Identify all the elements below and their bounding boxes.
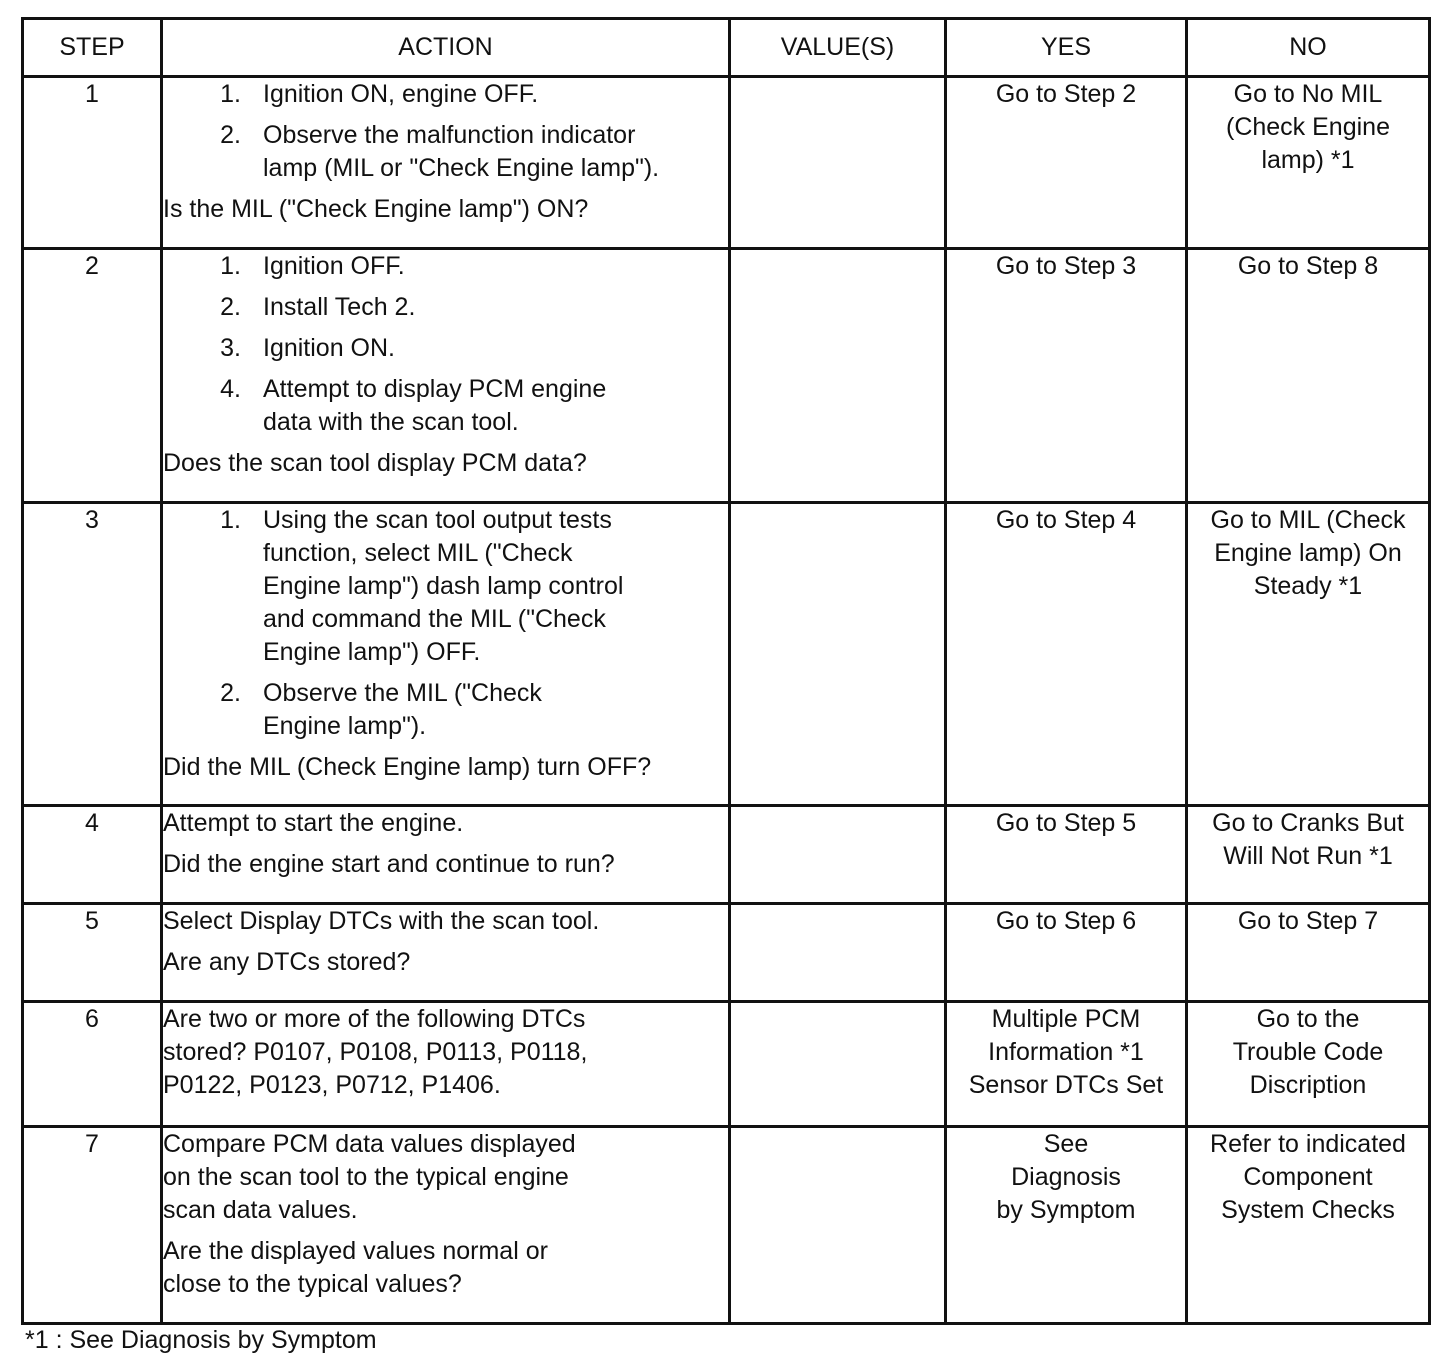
header-step: STEP <box>23 19 162 77</box>
no-action-text: Go to No MIL (Check Engine lamp) *1 <box>1226 80 1390 174</box>
no-cell <box>1187 249 1430 503</box>
action-item <box>163 78 728 111</box>
action-cell <box>162 806 730 904</box>
table-row <box>23 806 1430 904</box>
action-item-number: 1. <box>220 80 241 108</box>
action-question: Did the MIL (Check Engine lamp) turn OFF? <box>163 753 652 781</box>
action-question: Did the engine start and continue to run? <box>163 850 615 878</box>
no-cell <box>1187 77 1430 249</box>
action-item-text: Ignition ON. <box>263 334 396 362</box>
value-cell <box>730 503 946 806</box>
yes-action-text: Go to Step 4 <box>995 506 1137 534</box>
no-cell <box>1187 806 1430 904</box>
action-cell <box>162 904 730 1002</box>
action-item <box>163 332 728 365</box>
yes-cell <box>946 77 1187 249</box>
value-cell <box>730 1127 946 1324</box>
header-action: ACTION <box>162 19 730 77</box>
no-action-text: Go to Cranks But Will Not Run *1 <box>1212 809 1404 870</box>
table-row <box>23 249 1430 503</box>
table-row <box>23 904 1430 1002</box>
action-question: Is the MIL ("Check Engine lamp") ON? <box>163 195 589 223</box>
action-question: Does the scan tool display PCM data? <box>163 449 587 477</box>
table-row <box>23 77 1430 249</box>
action-item-text: Observe the malfunction indicator lamp (MIL or "Check Engine lamp"). <box>263 121 660 182</box>
action-item-number: 3. <box>220 334 241 362</box>
no-action-text: Go to the Trouble Code Discription <box>1232 1005 1384 1099</box>
no-cell <box>1187 1127 1430 1324</box>
table-row <box>23 1002 1430 1127</box>
yes-cell <box>946 1127 1187 1324</box>
action-item <box>163 504 728 669</box>
action-list <box>163 504 728 743</box>
action-question: Are the displayed values normal or close to the typical values? <box>163 1237 548 1298</box>
value-cell <box>730 1002 946 1127</box>
yes-action-text: Go to Step 6 <box>995 907 1137 935</box>
action-list <box>163 250 728 439</box>
action-item-number: 1. <box>220 506 241 534</box>
value-cell <box>730 806 946 904</box>
step-number: 2 <box>23 249 162 503</box>
no-action-text: Refer to indicated Component System Checks <box>1210 1130 1406 1224</box>
action-question: Select Display DTCs with the scan tool. <box>163 907 600 935</box>
action-item <box>163 291 728 324</box>
action-item-number: 2. <box>220 121 241 149</box>
action-cell <box>162 1127 730 1324</box>
table-row <box>23 503 1430 806</box>
action-item-text: Ignition ON, engine OFF. <box>263 80 539 108</box>
action-question: Are two or more of the following DTCs stored? P0107, P0108, P0113, P0118, P0122, P0123, P0712, P1406. <box>163 1005 588 1099</box>
step-number: 4 <box>23 806 162 904</box>
action-question: Compare PCM data values displayed on the scan tool to the typical engine scan data values. <box>163 1130 576 1224</box>
no-action-text: Go to Step 7 <box>1237 907 1379 935</box>
action-item-text: Install Tech 2. <box>263 293 416 321</box>
action-list <box>163 78 728 185</box>
step-number: 1 <box>23 77 162 249</box>
yes-cell <box>946 249 1187 503</box>
action-item-number: 2. <box>220 293 241 321</box>
action-item-text: Attempt to display PCM engine data with the scan tool. <box>263 375 607 436</box>
yes-cell <box>946 904 1187 1002</box>
action-item-text: Observe the MIL ("Check Engine lamp"). <box>263 679 542 740</box>
step-number: 3 <box>23 503 162 806</box>
value-cell <box>730 249 946 503</box>
header-yes: YES <box>946 19 1187 77</box>
no-cell <box>1187 503 1430 806</box>
action-item-text: Using the scan tool output tests function, select MIL ("Check Engine lamp") dash lamp control and command the MIL ("Check Engine lamp") OFF. <box>263 506 624 666</box>
action-item-number: 1. <box>220 252 241 280</box>
yes-cell <box>946 806 1187 904</box>
action-cell <box>162 503 730 806</box>
value-cell <box>730 904 946 1002</box>
diagnostic-table <box>21 17 1431 1325</box>
action-cell <box>162 1002 730 1127</box>
action-item-number: 2. <box>220 679 241 707</box>
yes-action-text: See Diagnosis by Symptom <box>996 1130 1136 1224</box>
yes-action-text: Go to Step 5 <box>995 809 1137 837</box>
header-values: VALUE(S) <box>730 19 946 77</box>
no-cell <box>1187 1002 1430 1127</box>
action-item-text: Ignition OFF. <box>263 252 405 280</box>
step-number: 6 <box>23 1002 162 1127</box>
yes-cell <box>946 503 1187 806</box>
header-row <box>23 19 1430 77</box>
action-item <box>163 677 728 743</box>
yes-action-text: Multiple PCM Information *1 Sensor DTCs Set <box>968 1005 1164 1099</box>
action-question: Are any DTCs stored? <box>163 948 411 976</box>
step-number: 5 <box>23 904 162 1002</box>
no-cell <box>1187 904 1430 1002</box>
yes-cell <box>946 1002 1187 1127</box>
value-cell <box>730 77 946 249</box>
action-item <box>163 119 728 185</box>
action-cell <box>162 249 730 503</box>
action-item <box>163 373 728 439</box>
action-cell <box>162 77 730 249</box>
action-item-number: 4. <box>220 375 241 403</box>
no-action-text: Go to Step 8 <box>1237 252 1379 280</box>
action-item <box>163 250 728 283</box>
action-question: Attempt to start the engine. <box>163 809 464 837</box>
header-no: NO <box>1187 19 1430 77</box>
footnote: *1 : See Diagnosis by Symptom <box>25 1326 377 1354</box>
step-number: 7 <box>23 1127 162 1324</box>
yes-action-text: Go to Step 3 <box>995 252 1137 280</box>
yes-action-text: Go to Step 2 <box>995 80 1137 108</box>
table-row <box>23 1127 1430 1324</box>
no-action-text: Go to MIL (Check Engine lamp) On Steady *1 <box>1210 506 1406 600</box>
